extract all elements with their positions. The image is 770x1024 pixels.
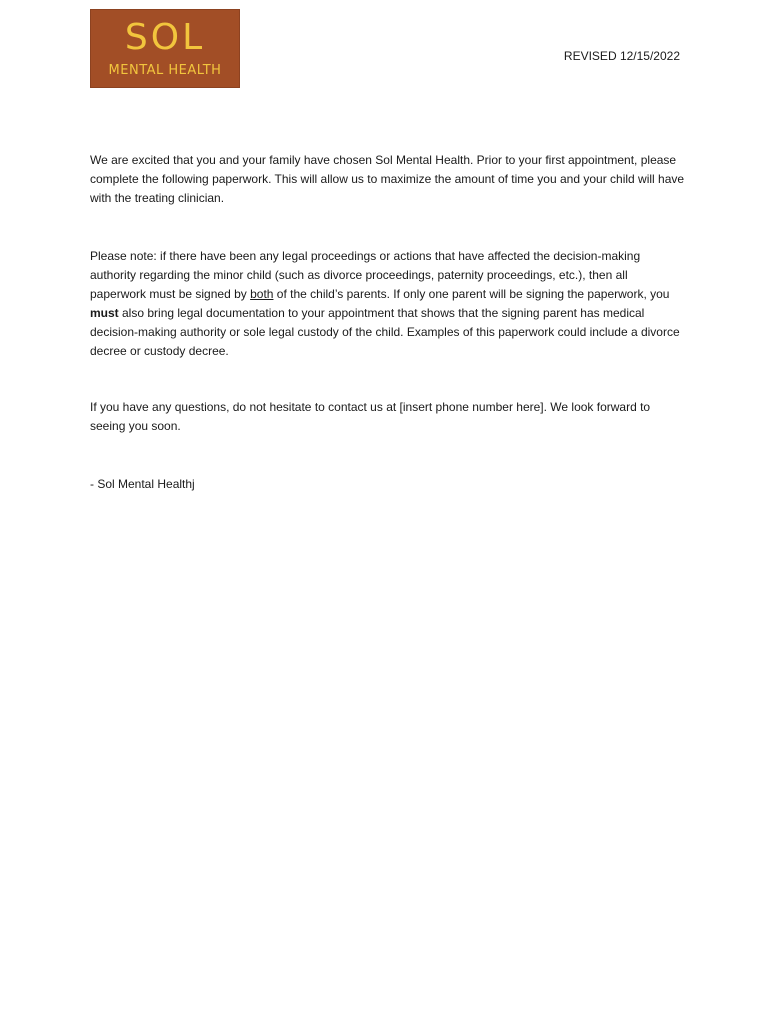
legal-note-paragraph — [90, 247, 686, 361]
legal-note-part1: Please note: if there have been any legal proceedings or actions that have affected the decision-making authority regarding the minor child (such as divorce proceedings, paternity proceedings, etc.), then all paperwork must be signed by — [90, 249, 641, 301]
legal-note-emphasis-must: must — [90, 306, 119, 320]
legal-note-part2: of the child’s parents. If only one parent will be signing the paperwork, you — [273, 287, 670, 301]
legal-note-emphasis-both: both — [250, 287, 274, 301]
signoff: - Sol Mental Healthj — [90, 477, 195, 491]
logo-main-text: SOL — [124, 17, 206, 58]
logo-sub-text: MENTAL HEALTH — [108, 63, 222, 78]
revised-date: REVISED 12/15/2022 — [563, 49, 680, 63]
legal-note-part3: also bring legal documentation to your appointment that shows that the signing parent has medical decision-making authority or sole legal custody of the child. Examples of this paperwork could include a divorce decree or custody decree. — [90, 306, 680, 358]
intro-paragraph: We are excited that you and your family have chosen Sol Mental Health. Prior to your first appointment, please complete the following paperwork. This will allow us to maximize the amount of time you and your child will have with the treating clinician. — [90, 153, 685, 205]
sol-mental-health-logo — [90, 9, 240, 88]
contact-paragraph: If you have any questions, do not hesitate to contact us at [insert phone number here]. We look forward to seeing you soon. — [90, 400, 651, 433]
